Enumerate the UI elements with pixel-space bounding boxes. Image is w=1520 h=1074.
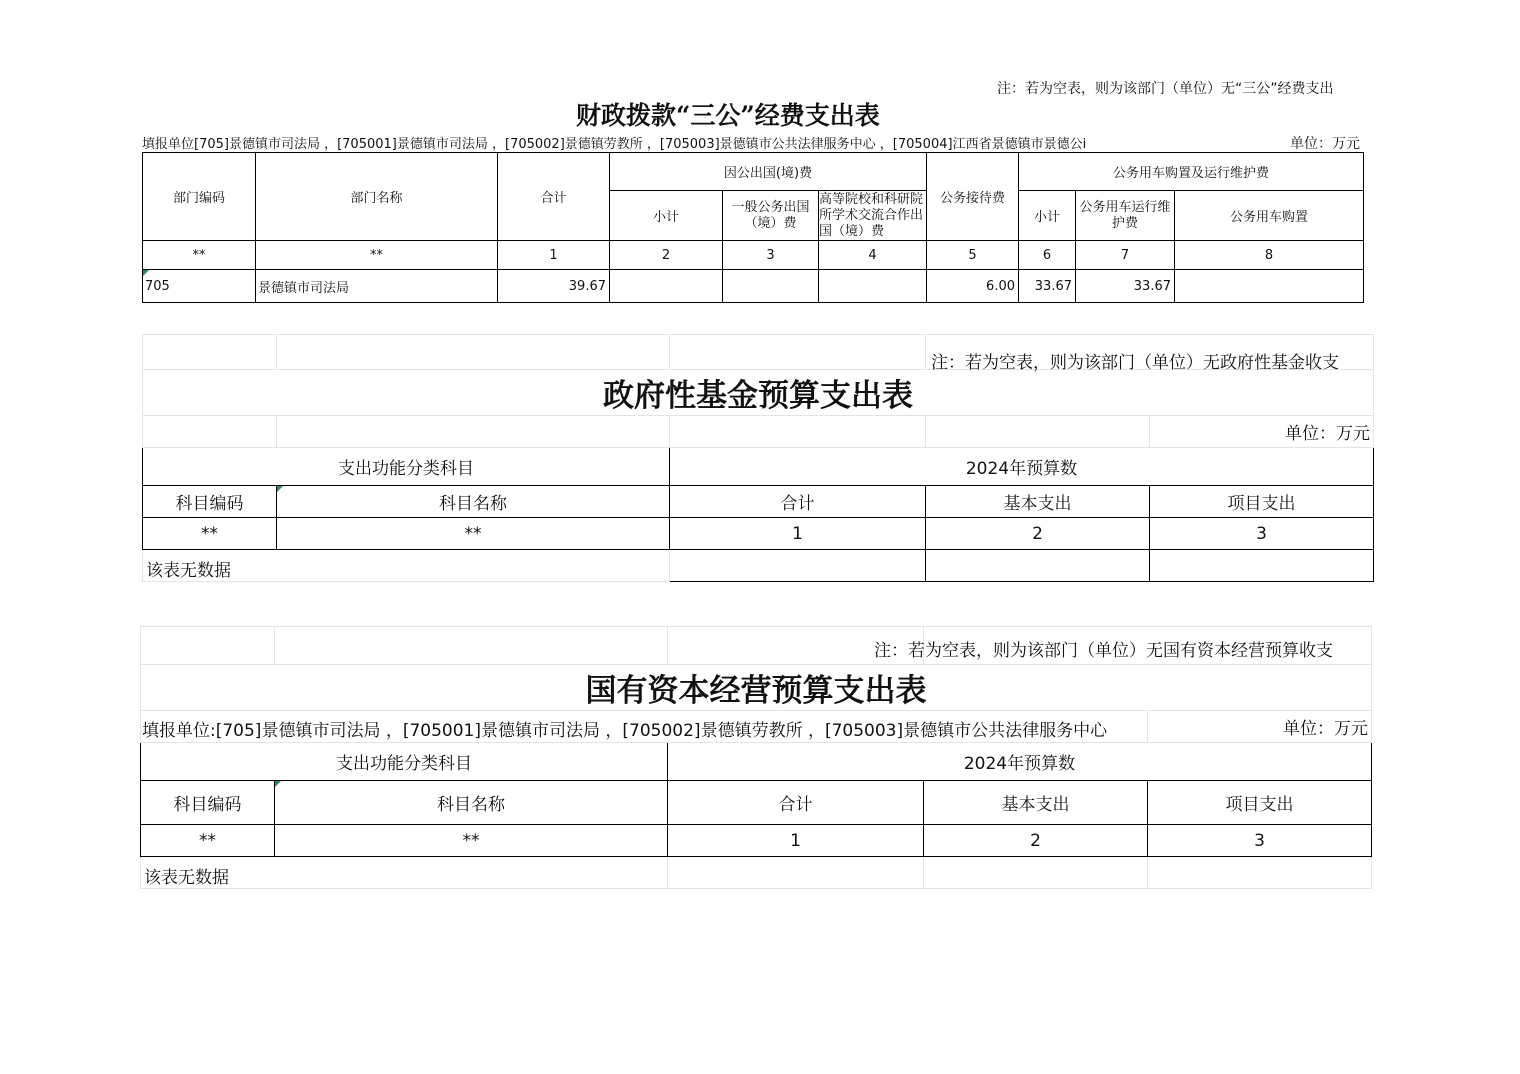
cell-reception: 6.00 bbox=[927, 270, 1019, 303]
cell-marker-icon bbox=[277, 486, 283, 492]
section2-empty-note: 该表无数据 bbox=[143, 550, 670, 582]
header-func-class: 支出功能分类科目 bbox=[141, 743, 668, 781]
index-cell: ** bbox=[141, 825, 275, 857]
index-cell: 2 bbox=[924, 825, 1148, 857]
index-cell: 1 bbox=[670, 518, 926, 550]
section2-unit: 单位：万元 bbox=[1150, 416, 1374, 448]
header-dept-name: 部门名称 bbox=[256, 153, 498, 241]
section3-empty-note: 该表无数据 bbox=[141, 857, 668, 889]
header-reception: 公务接待费 bbox=[927, 153, 1019, 241]
header-abroad-general: 一般公务出国（境）费 bbox=[723, 191, 819, 241]
three-public-expense-table bbox=[142, 152, 1364, 303]
index-cell: 3 bbox=[1148, 825, 1372, 857]
table-row bbox=[143, 270, 1364, 303]
cell-vehicle-purchase bbox=[1175, 270, 1364, 303]
section3-note: 注：若为空表，则为该部门（单位）无国有资本经营预算收支 bbox=[874, 641, 1333, 661]
index-cell: 1 bbox=[498, 241, 610, 270]
section3-unit: 单位：万元 bbox=[1148, 711, 1372, 743]
header-project: 项目支出 bbox=[1150, 486, 1374, 518]
index-cell: ** bbox=[143, 518, 277, 550]
cell-abroad-general bbox=[723, 270, 819, 303]
section1-title: 财政拨款“三公”经费支出表 bbox=[576, 101, 880, 130]
cell-total: 39.67 bbox=[498, 270, 610, 303]
header-project: 项目支出 bbox=[1148, 781, 1372, 825]
section1-filler-unit: 填报单位[705]景德镇市司法局 ，[705001]景德镇市司法局 ，[705002]景德镇劳教所 ，[705003]景德镇市公共法律服务中心 ，[705004]江西省景德镇市景德公i bbox=[142, 137, 1087, 152]
cell-marker-icon bbox=[275, 781, 281, 787]
header-abroad: 因公出国(境)费 bbox=[610, 153, 927, 191]
index-cell: 4 bbox=[819, 241, 927, 270]
section3-title: 国有资本经营预算支出表 bbox=[585, 673, 927, 709]
index-cell: ** bbox=[256, 241, 498, 270]
header-dept-code: 部门编码 bbox=[143, 153, 256, 241]
index-cell: 2 bbox=[610, 241, 723, 270]
header-basic: 基本支出 bbox=[926, 486, 1150, 518]
section1-note: 注：若为空表，则为该部门（单位）无“三公”经费支出 bbox=[997, 81, 1334, 97]
cell-vehicle-operation: 33.67 bbox=[1076, 270, 1175, 303]
index-cell: 3 bbox=[1150, 518, 1374, 550]
header-abroad-academic: 高等院校和科研院所学术交流合作出国（境）费 bbox=[819, 191, 927, 241]
header-subject-code: 科目编码 bbox=[141, 781, 275, 825]
header-abroad-subtotal: 小计 bbox=[610, 191, 723, 241]
cell-dept-name: 景德镇市司法局 bbox=[256, 270, 498, 303]
header-vehicle-operation: 公务用车运行维护费 bbox=[1076, 191, 1175, 241]
index-cell: 6 bbox=[1019, 241, 1076, 270]
section2-note: 注：若为空表，则为该部门（单位）无政府性基金收支 bbox=[931, 353, 1339, 373]
index-cell: ** bbox=[275, 825, 668, 857]
header-total: 合计 bbox=[498, 153, 610, 241]
header-budget-year: 2024年预算数 bbox=[670, 448, 1374, 486]
cell-dept-code: 705 bbox=[143, 270, 256, 303]
index-cell: 7 bbox=[1076, 241, 1175, 270]
section1-unit: 单位：万元 bbox=[1290, 136, 1360, 152]
index-cell: 1 bbox=[668, 825, 924, 857]
section3-filler-unit: 填报单位:[705]景德镇市司法局 ，[705001]景德镇市司法局 ，[705002]景德镇劳教所 ，[705003]景德镇市公共法律服务中心 bbox=[142, 716, 1147, 741]
index-cell: 8 bbox=[1175, 241, 1364, 270]
index-cell: 2 bbox=[926, 518, 1150, 550]
state-capital-budget-table bbox=[140, 626, 1372, 889]
header-total: 合计 bbox=[670, 486, 926, 518]
header-vehicle-subtotal: 小计 bbox=[1019, 191, 1076, 241]
cell-vehicle-subtotal: 33.67 bbox=[1019, 270, 1076, 303]
index-cell: 3 bbox=[723, 241, 819, 270]
header-subject-name: 科目名称 bbox=[275, 781, 668, 825]
header-subject-code: 科目编码 bbox=[143, 486, 277, 518]
index-cell: 5 bbox=[927, 241, 1019, 270]
header-budget-year: 2024年预算数 bbox=[668, 743, 1372, 781]
cell-marker-icon bbox=[143, 270, 149, 276]
header-total: 合计 bbox=[668, 781, 924, 825]
index-cell: ** bbox=[277, 518, 670, 550]
header-subject-name: 科目名称 bbox=[277, 486, 670, 518]
index-cell: ** bbox=[143, 241, 256, 270]
header-basic: 基本支出 bbox=[924, 781, 1148, 825]
header-vehicle-purchase: 公务用车购置 bbox=[1175, 191, 1364, 241]
cell-abroad-academic bbox=[819, 270, 927, 303]
cell-abroad-subtotal bbox=[610, 270, 723, 303]
header-vehicle: 公务用车购置及运行维护费 bbox=[1019, 153, 1364, 191]
header-func-class: 支出功能分类科目 bbox=[143, 448, 670, 486]
section2-title: 政府性基金预算支出表 bbox=[603, 378, 913, 414]
